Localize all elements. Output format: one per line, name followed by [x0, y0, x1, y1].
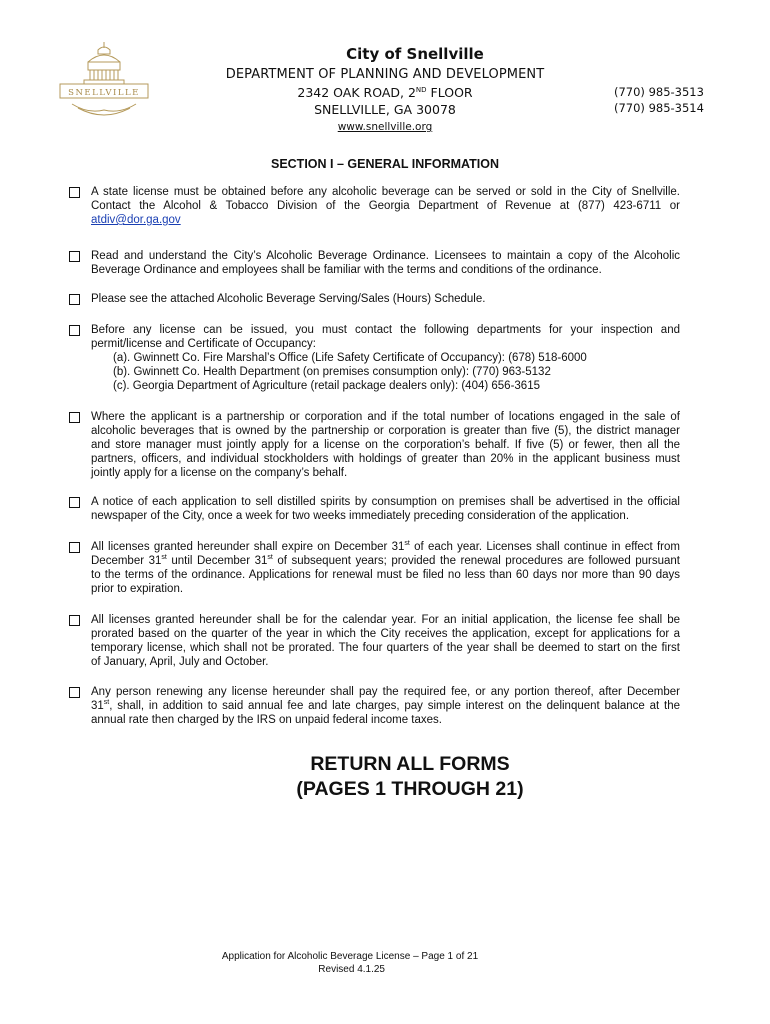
checklist-item [91, 540, 680, 596]
item-text-line: permit/license and Certificate of Occupancy: [91, 338, 316, 350]
address-line-2: SNELLVILLE, GA 30078 [314, 102, 456, 117]
checklist-item [91, 292, 680, 306]
contact-department-line: (c). Georgia Department of Agriculture (retail package dealers only): (404) 656-3615 [113, 380, 540, 392]
checklist-item [91, 323, 680, 393]
item-text-line: Contact the Alcohol & Tobacco Division of the Georgia Department of Revenue at (877) 423-6711 or [91, 200, 680, 212]
item-text-line: prorated based on the quarter of the year in which the City receives the application, except for applications for a [91, 628, 680, 640]
checkbox[interactable] [69, 294, 80, 305]
item-text-line: December 31st until December 31st of subsequent years; provided the renewal procedures are followed pursuant [91, 554, 680, 567]
item-text-line: of January, April, July and October. [91, 656, 269, 668]
item-text-line: Please see the attached Alcoholic Beverage Serving/Sales (Hours) Schedule. [91, 293, 486, 305]
email-link[interactable]: atdiv@dor.ga.gov [91, 214, 181, 226]
checkbox[interactable] [69, 412, 80, 423]
item-text-line: 31st, shall, in addition to said annual fee and late charges, pay simple interest on the delinquent balance at the [91, 699, 680, 712]
contact-department-line: (a). Gwinnett Co. Fire Marshal’s Office (Life Safety Certificate of Occupancy): (678) 518-6000 [113, 352, 587, 364]
checkbox[interactable] [69, 615, 80, 626]
item-text-line: jointly apply for a license on the company’s behalf. [91, 467, 348, 479]
item-text-line: All licenses granted hereunder shall expire on December 31st of each year. Licenses shall continue in effect from [91, 540, 680, 553]
checklist-item [91, 185, 680, 227]
item-text-line: to the terms of the ordinance. Applications for renewal must be filed no less than 60 days nor more than 90 days [91, 569, 680, 581]
checkbox[interactable] [69, 497, 80, 508]
checklist-item [91, 249, 680, 277]
checkbox[interactable] [69, 687, 80, 698]
item-text-line: partners, officers, and individual stockholders with holdings of greater than 20% in the applicant business must [91, 453, 680, 465]
department-name: DEPARTMENT OF PLANNING AND DEVELOPMENT [225, 67, 545, 82]
checkbox[interactable] [69, 187, 80, 198]
checkbox[interactable] [69, 251, 80, 262]
item-text-line: Before any license can be issued, you must contact the following departments for your inspection and [91, 324, 680, 336]
item-text-line: All licenses granted hereunder shall be for the calendar year. For an initial application, the license fee shall be [91, 614, 680, 626]
item-text-line: prior to expiration. [91, 583, 184, 595]
city-seal-logo [58, 38, 150, 124]
checklist-item [91, 410, 680, 480]
footer-page-info: Application for Alcoholic Beverage License – Page 1 of 21 [221, 951, 479, 962]
section-title: SECTION I – GENERAL INFORMATION [270, 157, 500, 171]
item-text-line: alcoholic beverages that is owned by the partnership or corporation is greater than five (5), the district manager [91, 425, 680, 437]
item-text-line: A state license must be obtained before any alcoholic beverage can be served or sold in the City of Snellville. [91, 186, 680, 198]
address-line-1: 2342 OAK ROAD, 2ND FLOOR [297, 85, 473, 100]
phone-2: (770) 985-3514 [614, 101, 704, 115]
phone-1: (770) 985-3513 [614, 85, 704, 99]
checkbox[interactable] [69, 542, 80, 553]
item-text-line: newspaper of the City, once a week for two weeks immediately preceding consideration of the application. [91, 510, 630, 522]
item-text-line: Read and understand the City’s Alcoholic Beverage Ordinance. Licensees to maintain a copy of the Alcoholic [91, 250, 680, 262]
return-notice-line-2: (PAGES 1 THROUGH 21) [296, 778, 524, 800]
svg-text:SNELLVILLE: SNELLVILLE [68, 88, 140, 98]
checkbox[interactable] [69, 325, 80, 336]
return-notice-line-1: RETURN ALL FORMS [310, 753, 510, 775]
footer-revision: Revised 4.1.25 [318, 964, 385, 975]
contact-department-line: (b). Gwinnett Co. Health Department (on premises consumption only): (770) 963-5132 [113, 366, 551, 378]
checklist-item [91, 613, 680, 669]
website-link[interactable]: www.snellville.org [337, 121, 433, 133]
item-text-line: A notice of each application to sell distilled spirits by consumption on premises shall be advertised in the official [91, 496, 680, 508]
checklist-item [91, 685, 680, 727]
item-text-line: temporary license, which shall not be prorated. The four quarters of the year shall be deemed to start on the first [91, 642, 680, 654]
item-text-line: annual rate then charged by the IRS on unpaid federal income taxes. [91, 714, 442, 726]
checklist-item [91, 495, 680, 523]
item-text-line: Any person renewing any license hereunder shall pay the required fee, or any portion thereof, after December [91, 686, 680, 698]
item-text-line: Beverage Ordinance and employees shall be familiar with the terms and conditions of the ordinance. [91, 264, 602, 276]
item-text-line: and store manager must jointly apply for a license on the corporation’s behalf. If five (5) or fewer, then all the [91, 439, 680, 451]
city-title: City of Snellville [346, 45, 484, 63]
item-text-line: Where the applicant is a partnership or corporation and if the total number of locations engaged in the sale of [91, 411, 680, 423]
